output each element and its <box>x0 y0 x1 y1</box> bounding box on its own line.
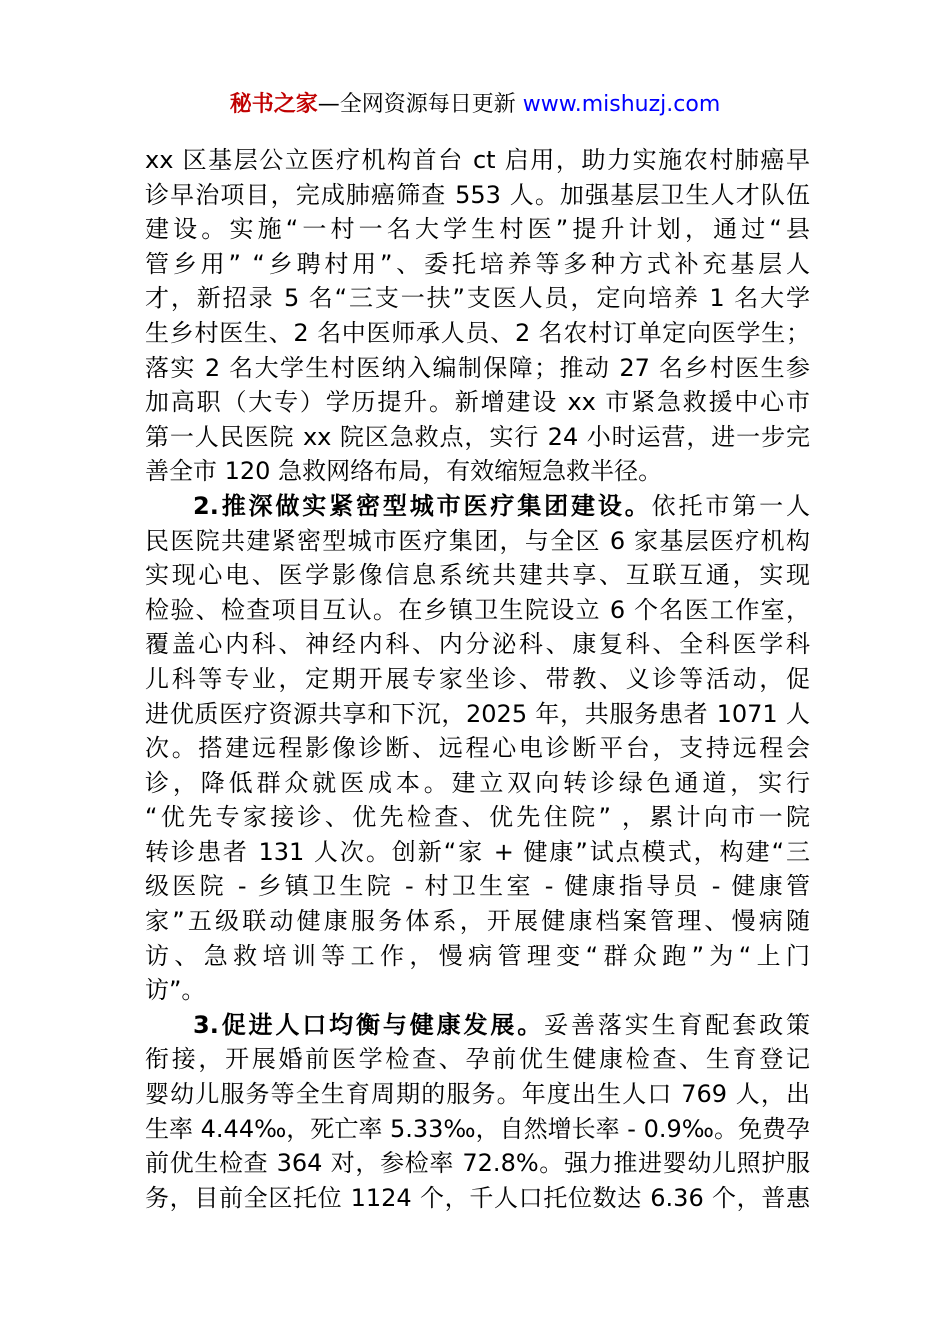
text-line: 级医院 - 乡镇卫生院 - 村卫生室 - 健康指导员 - 健康管 <box>145 872 810 901</box>
text-line: 生率 4.44‰，死亡率 5.33‰，自然增长率 - 0.9‰。免费孕 <box>145 1114 810 1143</box>
text-line: 第一人民医院 xx 院区急救点，实行 24 小时运营，进一步完 <box>145 422 810 451</box>
text-line: xx 区基层公立医疗机构首台 ct 启用，助力实施农村肺癌早 <box>145 146 810 174</box>
text-line: 诊早治项目，完成肺癌筛查 553 人。加强基层卫生人才队伍 <box>145 180 810 209</box>
heading-trailing-text: 妥善落实生育配套政策 <box>544 1010 810 1039</box>
text-line: “优先专家接诊、优先检查、优先住院” ，累计向市一院 <box>145 803 810 832</box>
text-line: 进优质医疗资源共享和下沉，2025 年，共服务患者 1071 人 <box>145 699 810 728</box>
text-line: 实现心电、医学影像信息系统共建共享、互联互通，实现 <box>145 561 810 590</box>
section-heading: 2.推深做实紧密型城市医疗集团建设。 <box>193 491 652 520</box>
text-line: 衔接，开展婚前医学检查、孕前优生健康检查、生育登记 <box>145 1045 810 1074</box>
text-line: 次。搭建远程影像诊断、远程心电诊断平台，支持远程会 <box>145 734 810 763</box>
text-line: 加高职（大专）学历提升。新增建设 xx 市紧急救援中心市 <box>145 388 810 417</box>
text-line: 婴幼儿服务等全生育周期的服务。年度出生人口 769 人，出 <box>145 1080 810 1109</box>
text-line: 前优生检查 364 对，参检率 72.8%。强力推进婴幼儿照护服 <box>145 1149 810 1178</box>
paragraph-1 <box>145 143 810 489</box>
text-line: 访、急救培训等工作，慢病管理变“群众跑”为“上门 <box>145 941 810 970</box>
paragraph-first-line <box>145 489 810 524</box>
text-line: 务，目前全区托位 1124 个，千人口托位数达 6.36 个，普惠 <box>145 1183 810 1212</box>
heading-trailing-text: 依托市第一人 <box>651 491 810 520</box>
text-line: 覆盖心内科、神经内科、内分泌科、康复科、全科医学科 <box>145 630 810 659</box>
text-line: 诊，降低群众就医成本。建立双向转诊绿色通道，实行 <box>145 768 810 797</box>
paragraph-first-line <box>145 1008 810 1043</box>
text-line: 善全市 120 急救网络布局，有效缩短急救半径。 <box>145 457 663 486</box>
text-line: 建设。实施“一村一名大学生村医”提升计划，通过“县 <box>145 215 810 244</box>
text-line: 才，新招录 5 名“三支一扶”支医人员，定向培养 1 名大学 <box>145 284 810 313</box>
document-header <box>0 88 950 122</box>
paragraph-3 <box>145 1008 810 1216</box>
text-line: 落实 2 名大学生村医纳入编制保障；推动 27 名乡村医生参 <box>145 353 810 382</box>
text-line: 访”。 <box>145 976 206 1005</box>
section-heading: 3.促进人口均衡与健康发展。 <box>193 1010 545 1039</box>
text-line: 民医院共建紧密型城市医疗集团，与全区 6 家基层医疗机构 <box>145 526 810 555</box>
brand-name: 秘书之家 <box>229 92 318 117</box>
paragraph-2 <box>145 489 810 1008</box>
text-line: 儿科等专业，定期开展专家坐诊、带教、义诊等活动，促 <box>145 664 810 693</box>
header-slogan: —全网资源每日更新 <box>317 92 523 117</box>
site-link[interactable]: www.mishuzj.com <box>522 92 721 117</box>
document-body <box>145 143 810 1215</box>
text-line: 管乡用” “乡聘村用”、委托培养等多种方式补充基层人 <box>145 249 810 278</box>
text-line: 检验、检查项目互认。在乡镇卫生院设立 6 个名医工作室， <box>145 595 810 624</box>
text-line: 生乡村医生、2 名中医师承人员、2 名农村订单定向医学生； <box>145 318 810 347</box>
text-line: 家”五级联动健康服务体系，开展健康档案管理、慢病随 <box>145 907 810 936</box>
text-line: 转诊患者 131 人次。创新“家 + 健康”试点模式，构建“三 <box>145 837 810 866</box>
